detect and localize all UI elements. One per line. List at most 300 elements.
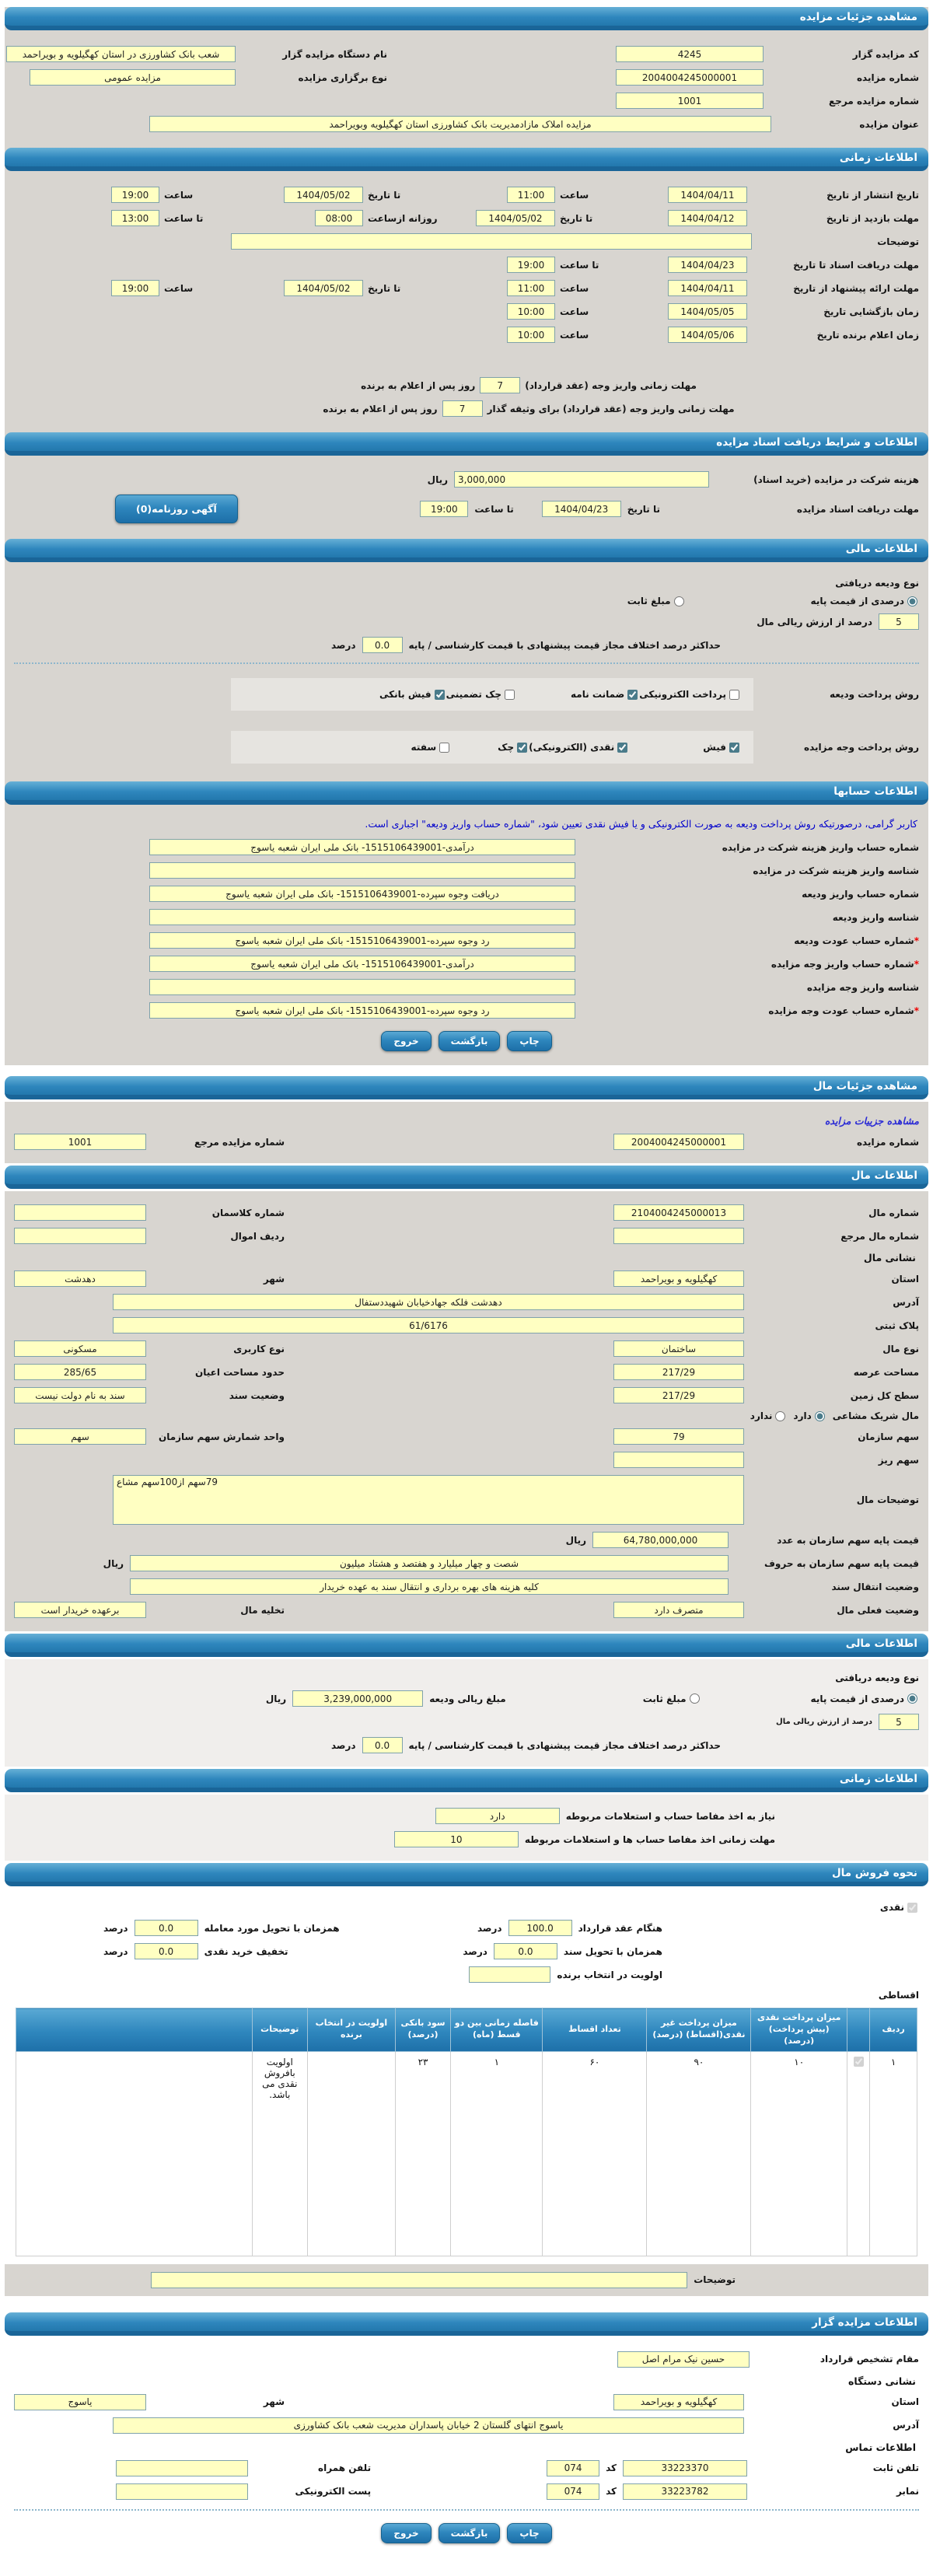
- deposit-fixed-option[interactable]: مبلغ ثابت: [643, 1693, 701, 1704]
- org-city-input[interactable]: [14, 2394, 146, 2410]
- visit-from-date-input[interactable]: [668, 210, 747, 226]
- current-status-label: وضعیت فعلی مال: [837, 1604, 919, 1616]
- partner-yes-option[interactable]: دارد: [793, 1410, 826, 1421]
- method-cheque[interactable]: چک: [498, 742, 529, 753]
- deposit-amount-label: مبلغ ریالی ودیعه: [429, 1693, 506, 1704]
- auction-type-input[interactable]: [30, 69, 236, 86]
- col-select: [847, 2008, 869, 2052]
- row-org-province-city: [14, 2394, 919, 2410]
- time-info-block: [5, 173, 928, 430]
- bank-slip-checkbox[interactable]: [435, 690, 445, 700]
- partner-no-radio[interactable]: [775, 1411, 785, 1421]
- section-header-doc-terms: [5, 432, 928, 456]
- asset-description-textarea[interactable]: [113, 1475, 744, 1525]
- publish-from-time-input[interactable]: [507, 187, 555, 203]
- row-cash-percents-1: [14, 1920, 919, 1936]
- at-delivery-label: همزمان با تحویل مورد معامله: [204, 1922, 340, 1934]
- row-participation-fee: [14, 471, 919, 488]
- method-cash-electronic[interactable]: نقدی (الکترونیکی): [529, 742, 629, 753]
- visit-to-label: تا تاریخ: [560, 212, 593, 224]
- required-star: *: [914, 1005, 919, 1016]
- current-status-input[interactable]: [613, 1602, 744, 1618]
- contact-subheading: اطلاعات تماس: [845, 2441, 916, 2453]
- asset-ref-input[interactable]: [613, 1228, 744, 1244]
- opening-time-input[interactable]: [507, 303, 555, 320]
- auction-number-label: شماره مزایده: [856, 72, 919, 83]
- auction-pay-method-label: روش پرداخت وجه مزایده: [804, 742, 919, 753]
- auction-number-input[interactable]: [616, 69, 764, 86]
- sale-notes-label: توضیحات: [694, 2274, 736, 2286]
- col-extra: [16, 2008, 253, 2052]
- base-price-label: قیمت پایه سهم سازمان به عدد: [777, 1534, 919, 1546]
- usage-type-input[interactable]: [14, 1340, 146, 1357]
- auction-return-account-input[interactable]: [149, 1002, 575, 1019]
- org-share-input[interactable]: [613, 1428, 744, 1445]
- deed-status-label: وضعیت سند: [229, 1389, 285, 1401]
- evacuation-input[interactable]: [14, 1602, 146, 1618]
- asset-address-subheading: نشانی مال: [863, 1252, 916, 1264]
- cheque-checkbox[interactable]: [517, 743, 527, 753]
- asset-type-label: نوع مال: [882, 1343, 919, 1354]
- slip-checkbox[interactable]: [729, 743, 739, 753]
- panel1-buttons: [14, 1031, 919, 1051]
- publish-to-label: تا تاریخ: [368, 189, 401, 201]
- financial-block-2: [5, 1659, 928, 1767]
- clearance-needed-input[interactable]: [435, 1808, 560, 1824]
- row-visit-dates: [14, 210, 919, 226]
- cell-installment-count: ۶۰: [543, 2051, 647, 2256]
- deed-status-input[interactable]: [14, 1387, 146, 1403]
- asset-type-input[interactable]: [613, 1340, 744, 1357]
- publish-from-date-input[interactable]: [668, 187, 747, 203]
- row-asset-address: [14, 1294, 919, 1310]
- auctioneer-name-label: نام دستگاه مزایده گزار: [282, 48, 387, 60]
- auction-ref-input[interactable]: [14, 1134, 146, 1150]
- deposit-percent-input[interactable]: [879, 613, 919, 630]
- property-row-input[interactable]: [14, 1228, 146, 1244]
- offer-from-label: مهلت ارائه پیشنهاد از تاریخ: [793, 282, 919, 294]
- asset-description-label: توضیحات مال: [856, 1494, 919, 1505]
- base-price-input[interactable]: [592, 1532, 729, 1548]
- max-diff-label: حداکثر درصد اختلاف مجاز قیمت پیشنهادی با قیمت کارشناسی / پایه: [408, 639, 721, 651]
- account-row: [14, 839, 919, 855]
- promissory-checkbox[interactable]: [439, 743, 449, 753]
- phone-code-label: کد: [606, 2462, 617, 2474]
- deposit-percent-option[interactable]: [811, 596, 919, 606]
- row-deposit-options-amount: [14, 1690, 919, 1707]
- account-row: [14, 979, 919, 995]
- row-registry-plate: [14, 1317, 919, 1333]
- exit-button[interactable]: خروج: [381, 1031, 431, 1051]
- guarantor-pay-days-suffix: روز پس از اعلام به برنده: [323, 403, 438, 414]
- col-row: ردیف: [870, 2008, 917, 2052]
- email-input[interactable]: [116, 2483, 248, 2500]
- offer-from-time-input[interactable]: [507, 280, 555, 296]
- row-auction-title: [14, 116, 919, 132]
- method-promissory[interactable]: سفته: [411, 742, 452, 753]
- registry-plate-input[interactable]: [113, 1317, 744, 1333]
- phone-code-input[interactable]: [547, 2460, 599, 2476]
- at-contract-input[interactable]: [508, 1920, 572, 1936]
- city-input[interactable]: [14, 1271, 146, 1287]
- time-notes-input[interactable]: [231, 233, 752, 250]
- max-diff-label: حداکثر درصد اختلاف مجاز قیمت پیشنهادی با قیمت کارشناسی / پایه: [408, 1739, 721, 1751]
- installment-label: اقساطی: [878, 1990, 919, 2001]
- percent-label: درصد: [477, 1922, 502, 1934]
- asset-info-block: [5, 1191, 928, 1631]
- phone-input[interactable]: [623, 2460, 747, 2476]
- row-publish-dates: [14, 187, 919, 203]
- row-deposit-percent-value: [14, 613, 919, 630]
- auction-number-label: شماره مزایده: [856, 1136, 919, 1148]
- auctioneer-name-input[interactable]: [6, 46, 236, 62]
- fax-code-input[interactable]: [547, 2483, 599, 2500]
- deposit-account-input[interactable]: [149, 886, 575, 902]
- deposit-account-notice: کاربر گرامی، درصورتیکه روش پرداخت ودیعه به صورت الکترونیکی و یا فیش نقدی تعیین شود، "شماره حساب واریز ودیعه" اجباری است.: [365, 818, 917, 830]
- cell-interest: ۲۳: [395, 2051, 450, 2256]
- section-header-asset-info: [5, 1166, 928, 1189]
- auction-number-input[interactable]: [613, 1134, 744, 1150]
- deposit-pay-method-label: روش پرداخت ودیعه: [829, 689, 919, 700]
- share-unit-input[interactable]: [14, 1428, 146, 1445]
- winner-priority-label: اولویت در انتخاب برنده: [557, 1969, 662, 1980]
- org-city-label: شهر: [263, 2396, 285, 2408]
- registry-plate-label: پلاک ثبتی: [875, 1319, 919, 1331]
- base-price-words-input[interactable]: [130, 1555, 729, 1571]
- built-area-input[interactable]: [14, 1364, 146, 1380]
- org-share-label: سهم سازمان: [858, 1431, 919, 1442]
- deposit-percent-label: درصدی از قیمت پایه: [810, 596, 904, 606]
- method-slip[interactable]: فیش: [703, 742, 741, 753]
- docs-deadline-label: مهلت دریافت اسناد تا تاریخ: [793, 259, 919, 271]
- row-current-status: [14, 1602, 919, 1618]
- row-asset-number: [14, 1204, 919, 1221]
- contract-pay-days-input[interactable]: [480, 377, 520, 393]
- account-row: [14, 956, 919, 972]
- auction-general-block: [5, 33, 928, 145]
- at-contract-label: هنگام عقد قرارداد: [578, 1922, 662, 1934]
- deposit-percent-radio[interactable]: [907, 596, 917, 606]
- row-base-price: [14, 1532, 919, 1548]
- publish-to-time-label: ساعت: [164, 189, 194, 201]
- classification-label: شماره کلاسمان: [211, 1207, 285, 1218]
- total-land-input[interactable]: [613, 1387, 744, 1403]
- row-sale-notes: [5, 2264, 928, 2296]
- row-areas: [14, 1364, 919, 1380]
- auction-ref-label: شماره مزایده مرجع: [194, 1136, 285, 1148]
- newspaper-ads-button[interactable]: آگهی روزنامه(0): [115, 495, 238, 523]
- print-button[interactable]: چاپ: [507, 2523, 551, 2543]
- rial-label: ریال: [103, 1557, 124, 1569]
- cell-row-number: ۱: [870, 2051, 917, 2256]
- deposit-account-label: شماره حساب واریز ودیعه: [802, 888, 919, 900]
- evacuation-label: تخلیه مال: [240, 1604, 285, 1616]
- offer-to-date-input[interactable]: [284, 280, 363, 296]
- docs-deadline-time-input[interactable]: [507, 257, 555, 273]
- method-guarantee[interactable]: ضمانت نامه: [571, 689, 639, 700]
- province-label: استان: [891, 1273, 919, 1285]
- max-diff-input[interactable]: [362, 1737, 403, 1753]
- doc-deadline-time-input[interactable]: [420, 501, 468, 517]
- mobile-input[interactable]: [116, 2460, 248, 2476]
- auction-payment-id-input[interactable]: [149, 979, 575, 995]
- offer-to-time-label: ساعت: [164, 282, 194, 294]
- opening-date-input[interactable]: [668, 303, 747, 320]
- fax-label: نمابر: [896, 2486, 919, 2497]
- cell-notes: اولویت بافروش نقدی می باشد.: [252, 2051, 307, 2256]
- cash-sale-option[interactable]: نقدی: [880, 1902, 919, 1913]
- section-title: اطلاعات حسابها: [833, 785, 917, 798]
- time-notes-label: توضیحات: [877, 236, 919, 247]
- auctioneer-code-input[interactable]: [616, 46, 764, 62]
- contract-authority-input[interactable]: [617, 2351, 750, 2368]
- visit-daily-to-input[interactable]: [111, 210, 159, 226]
- col-cash-percent: میزان پرداخت نقدی (پیش پرداخت) (درصد): [751, 2008, 847, 2052]
- row-cash-option: [14, 1902, 919, 1913]
- at-deed-transfer-input[interactable]: [494, 1943, 557, 1959]
- auction-payment-id-label: شناسه واریز وجه مزایده: [806, 981, 919, 993]
- section-header-financial-1: [5, 539, 928, 562]
- docs-deadline-time-label: تا ساعت: [560, 259, 599, 271]
- fee-payment-id-label: شناسه واریز هزینه شرکت در مزایده: [753, 865, 919, 876]
- doc-deadline-date-input[interactable]: [542, 501, 621, 517]
- rial-label: ریال: [565, 1534, 586, 1546]
- visit-daily-from-label: روزانه ازساعت: [368, 212, 438, 224]
- auction-ref-input[interactable]: [616, 93, 764, 109]
- fee-payment-id-input[interactable]: [149, 862, 575, 879]
- percent-label: درصد: [103, 1922, 128, 1934]
- auction-type-label: نوع برگزاری مزایده: [298, 72, 387, 83]
- offer-to-label: تا تاریخ: [368, 282, 401, 294]
- method-bank-slip[interactable]: فیش بانکی: [379, 689, 446, 700]
- row-code-org: [14, 46, 919, 62]
- row-joint-partner: [14, 1410, 919, 1421]
- province-input[interactable]: [613, 1271, 744, 1287]
- section-header-accounts: [5, 781, 928, 805]
- deposit-return-account-input[interactable]: [149, 932, 575, 949]
- installment-row: [16, 2051, 917, 2256]
- deposit-payment-id-label: شناسه واریز ودیعه: [832, 911, 919, 923]
- opening-date-label: زمان بازگشایی تاریخ: [823, 306, 919, 317]
- joint-partner-label: مال شریک مشاعی: [832, 1410, 919, 1421]
- row-docs-deadline: [14, 257, 919, 273]
- epay-checkbox[interactable]: [729, 690, 739, 700]
- certified-cheque-checkbox[interactable]: [505, 690, 515, 700]
- deposit-fixed-radio[interactable]: [690, 1693, 700, 1704]
- classification-input[interactable]: [14, 1204, 146, 1221]
- back-button[interactable]: بازگشت: [439, 2523, 501, 2543]
- auction-title-input[interactable]: [149, 116, 771, 132]
- deposit-percent-suffix: درصد از ارزش ریالی مال: [757, 616, 872, 627]
- guarantor-pay-days-input[interactable]: [442, 400, 483, 417]
- row-cash-percents-2: [14, 1943, 919, 1959]
- cell-credit-percent: ۹۰: [647, 2051, 751, 2256]
- dotted-separator: [14, 2509, 919, 2511]
- back-button[interactable]: بازگشت: [439, 1031, 501, 1051]
- col-installment-count: تعداد اقساط: [543, 2008, 647, 2052]
- deposit-return-account-label: *شماره حساب عودت ودیعه: [794, 935, 919, 946]
- auction-return-account-label: *شماره حساب عودت وجه مزایده: [768, 1005, 919, 1016]
- exit-button[interactable]: خروج: [381, 2523, 431, 2543]
- cell-interval: ۱: [451, 2051, 543, 2256]
- org-province-label: استان: [891, 2396, 919, 2408]
- guarantor-pay-days-label: مهلت زمانی واریز وجه (عقد قرارداد) برای وثیقه گذار: [487, 403, 735, 414]
- account-row: [14, 1002, 919, 1019]
- section-header-asset-details: [5, 1076, 928, 1099]
- deposit-amount-input[interactable]: [292, 1690, 423, 1707]
- visit-daily-from-input[interactable]: [315, 210, 363, 226]
- at-delivery-input[interactable]: [135, 1920, 198, 1936]
- publish-from-label: تاریخ انتشار از تاریخ: [826, 189, 919, 201]
- phone-label: تلفن ثابت: [872, 2462, 919, 2474]
- deposit-fixed-option[interactable]: [627, 596, 686, 606]
- contract-authority-label: مقام تشخیص قرارداد: [819, 2354, 919, 2365]
- asset-number-input[interactable]: [613, 1204, 744, 1221]
- row-auction-ref: [14, 1134, 919, 1150]
- row-deed-transfer: [14, 1578, 919, 1595]
- row-time-notes: [14, 233, 919, 250]
- guarantee-checkbox[interactable]: [627, 690, 638, 700]
- deposit-payment-id-input[interactable]: [149, 909, 575, 925]
- cash-sale-checkbox[interactable]: [907, 1903, 917, 1913]
- usage-type-label: نوع کاربری: [233, 1343, 285, 1354]
- docs-deadline-date-input[interactable]: [668, 257, 747, 273]
- row-asset-ref: [14, 1228, 919, 1244]
- subshare-input[interactable]: [613, 1452, 744, 1468]
- fee-account-label: شماره حساب واریز هزینه شرکت در مزایده: [722, 841, 919, 853]
- publish-to-time-input[interactable]: [111, 187, 159, 203]
- fax-input[interactable]: [623, 2483, 747, 2500]
- visit-to-date-input[interactable]: [476, 210, 555, 226]
- row-land-deed: [14, 1387, 919, 1403]
- email-label: پست الکترونیکی: [295, 2486, 372, 2497]
- percent-label: درصد: [330, 639, 356, 651]
- section-title: اطلاعات مال: [851, 1169, 917, 1182]
- subshare-label: سهم ریز: [878, 1454, 919, 1466]
- winner-priority-input[interactable]: [469, 1966, 550, 1983]
- section-header-auction-details: [5, 7, 928, 30]
- clearance-deadline-input[interactable]: [394, 1831, 519, 1847]
- opening-time-label: ساعت: [560, 306, 589, 317]
- percent-label: درصد: [103, 1945, 128, 1957]
- row-winner-priority: [14, 1966, 919, 1983]
- to-time-label: تا ساعت: [474, 503, 514, 515]
- sale-notes-input[interactable]: [151, 2272, 687, 2288]
- clearance-needed-label: نیاز به اخذ مفاصا حساب و استعلامات مربوطه: [565, 1810, 775, 1822]
- col-priority: اولویت در انتخاب برنده: [307, 2008, 395, 2052]
- deed-transfer-input[interactable]: [130, 1578, 729, 1595]
- cash-discount-input[interactable]: [135, 1943, 198, 1959]
- deposit-percent-option[interactable]: درصدی از قیمت پایه: [811, 1693, 919, 1704]
- asset-ref-label: شماره مال مرجع: [840, 1230, 919, 1242]
- method-epay[interactable]: پرداخت الکترونیکی: [639, 689, 741, 700]
- row-max-diff: [14, 1737, 919, 1753]
- deposit-percent-input[interactable]: [879, 1714, 919, 1730]
- asset-number-label: شماره مال: [868, 1207, 919, 1218]
- row-deposit-type-options: [14, 596, 919, 606]
- row-select-checkbox[interactable]: [854, 2057, 864, 2067]
- auction-pay-account-input[interactable]: [149, 956, 575, 972]
- section-title: نحوه فروش مال: [831, 1867, 917, 1879]
- asset-top-block: [5, 1102, 928, 1163]
- built-area-label: حدود مساحت اعیان: [194, 1366, 285, 1378]
- row-deposit-pay-methods: [14, 678, 919, 711]
- partner-no-option[interactable]: ندارد: [750, 1410, 788, 1421]
- section-title: اطلاعات و شرایط دریافت اسناد مزایده: [716, 436, 917, 449]
- participation-fee-input[interactable]: [454, 471, 709, 488]
- publish-from-time-label: ساعت: [560, 189, 589, 201]
- fax-code-label: کد: [606, 2486, 617, 2497]
- property-row-label: ردیف اموال: [230, 1230, 285, 1242]
- winner-date-label: زمان اعلام برنده تاریخ: [816, 329, 919, 341]
- row-guarantor-pay-days: [14, 400, 919, 417]
- offer-to-time-input[interactable]: [111, 280, 159, 296]
- publish-to-date-input[interactable]: [284, 187, 363, 203]
- participation-fee-label: هزینه شرکت در مزایده (خرید اسناد): [753, 474, 919, 485]
- offer-from-date-input[interactable]: [668, 280, 747, 296]
- auction-pay-account-label: *شماره حساب واریز وجه مزایده: [771, 958, 919, 970]
- time-block-2: [5, 1795, 928, 1861]
- address-input[interactable]: [113, 1294, 744, 1310]
- contract-pay-days-suffix: روز پس از اعلام به برنده: [361, 379, 476, 391]
- winner-time-input[interactable]: [507, 327, 555, 343]
- auctioneer-code-label: کد مزایده گزار: [852, 48, 919, 60]
- print-button[interactable]: چاپ: [507, 1031, 551, 1051]
- fee-account-input[interactable]: [149, 839, 575, 855]
- contract-pay-days-label: مهلت زمانی واریز وجه (عقد قرارداد): [525, 379, 697, 391]
- total-land-label: سطح کل زمین: [850, 1389, 919, 1401]
- account-row: [14, 886, 919, 902]
- required-star: *: [914, 958, 919, 970]
- dotted-separator: [14, 662, 919, 664]
- row-ref-number: [14, 93, 919, 109]
- rial-label: ریال: [265, 1693, 287, 1704]
- cash-electronic-checkbox[interactable]: [617, 743, 627, 753]
- deposit-type-label: نوع ودیعه دریافتی: [835, 578, 919, 589]
- row-winner-time: [14, 327, 919, 343]
- cell-priority: [307, 2051, 395, 2256]
- deposit-fixed-radio[interactable]: [674, 596, 684, 606]
- org-address-input[interactable]: [113, 2417, 744, 2434]
- row-fax: [14, 2483, 919, 2500]
- percent-label: درصد: [330, 1739, 356, 1751]
- installment-table: [16, 2008, 917, 2256]
- deposit-percent-radio[interactable]: [907, 1693, 917, 1704]
- rial-label: ریال: [427, 474, 448, 485]
- row-offer-dates: [14, 280, 919, 296]
- doc-terms-block: [5, 458, 928, 537]
- org-province-input[interactable]: [613, 2394, 744, 2410]
- max-diff-input[interactable]: [362, 637, 403, 653]
- partner-yes-radio[interactable]: [815, 1411, 825, 1421]
- winner-date-input[interactable]: [668, 327, 747, 343]
- section-title: اطلاعات زمانی: [839, 1773, 917, 1785]
- method-certified-cheque[interactable]: چک تضمینی: [446, 689, 516, 700]
- doc-deadline-label: مهلت دریافت اسناد مزایده: [796, 503, 919, 515]
- cell-cash-percent: ۱۰: [751, 2051, 847, 2256]
- row-subshare: [14, 1452, 919, 1468]
- row-org-address: [14, 2417, 919, 2434]
- row-contract-authority: [14, 2351, 919, 2368]
- land-area-input[interactable]: [613, 1364, 744, 1380]
- deposit-type-label: نوع ودیعه دریافتی: [835, 1672, 919, 1683]
- account-row: [14, 862, 919, 879]
- view-auction-details-link[interactable]: مشاهده جزییات مزایده: [824, 1115, 919, 1127]
- section-header-sale-method: [5, 1863, 928, 1886]
- visit-daily-to-label: تا ساعت: [164, 212, 204, 224]
- cell-extra: [16, 2051, 253, 2256]
- base-price-words-label: قیمت پایه سهم سازمان به حروف: [764, 1557, 919, 1569]
